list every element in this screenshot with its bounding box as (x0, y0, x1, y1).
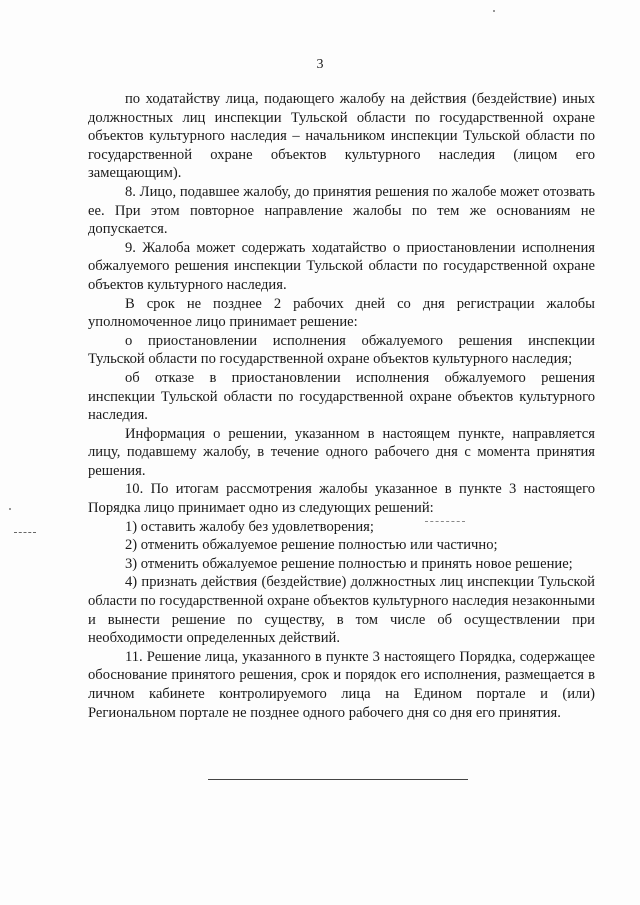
paragraph-item-11: 11. Решение лица, указанного в пункте 3 настоящего Порядка, содержащее обоснование принятого решения, срок и порядок его исполнения, размещается в личном кабинете контролируемого лица на Едином портале и (или) Региональном портале не позднее одного рабочего дня со дня его принятия. (88, 648, 595, 721)
scan-artifact-mark (425, 521, 465, 523)
decision-option-3: 3) отменить обжалуемое решение полностью и принять новое решение; (125, 555, 573, 572)
paragraph-item-10: 10. По итогам рассмотрения жалобы указанное в пункте 3 настоящего Порядка лицо принимает одно из следующих решений: (88, 481, 595, 517)
end-separator-line (208, 779, 468, 780)
scan-artifact-dot (493, 10, 495, 12)
paragraph-continuation: по ходатайству лица, подающего жалобу на действия (бездействие) иных должностных лиц инспекции Тульской области по государственной охране объектов культурного наследия – начальником инспекции Тульской области по государственной охране объектов культурного наследия (лицом его замещающим). (88, 91, 595, 182)
decision-option-1: 1) оставить жалобу без удовлетворения; (125, 518, 374, 535)
scan-artifact-dot (9, 508, 11, 510)
paragraph-deadline: В срок не позднее 2 рабочих дней со дня регистрации жалобы уполномоченное лицо принимает решение: (88, 295, 595, 331)
scan-artifact-mark (14, 532, 36, 534)
document-body (88, 90, 595, 722)
paragraph-item-8: 8. Лицо, подавшее жалобу, до принятия решения по жалобе может отозвать ее. При этом повторное направление жалобы по тем же основаниям не допускается. (88, 183, 595, 238)
page-number: 3 (316, 57, 324, 72)
paragraph-information: Информация о решении, указанном в настоящем пункте, направляется лицу, подавшему жалобу, в течение одного рабочего дня с момента принятия решения. (88, 425, 595, 479)
paragraph-item-9: 9. Жалоба может содержать ходатайство о приостановлении исполнения обжалуемого решения инспекции Тульской области по государственной охране объектов культурного наследия. (88, 239, 595, 293)
decision-option-2: 2) отменить обжалуемое решение полностью или частично; (125, 537, 498, 554)
paragraph-suspension-option: о приостановлении исполнения обжалуемого решения инспекции Тульской области по государственной охране объектов культурного наследия; (88, 332, 595, 368)
paragraph-refusal-option: об отказе в приостановлении исполнения обжалуемого решения инспекции Тульской области по государственной охране объектов культурного наследия. (88, 369, 595, 424)
decision-option-4: 4) признать действия (бездействие) должностных лиц инспекции Тульской области по государственной охране объектов культурного наследия незаконными и вынести решение по существу, в том числе об осуществлении при необходимости определенных действий. (88, 574, 595, 647)
